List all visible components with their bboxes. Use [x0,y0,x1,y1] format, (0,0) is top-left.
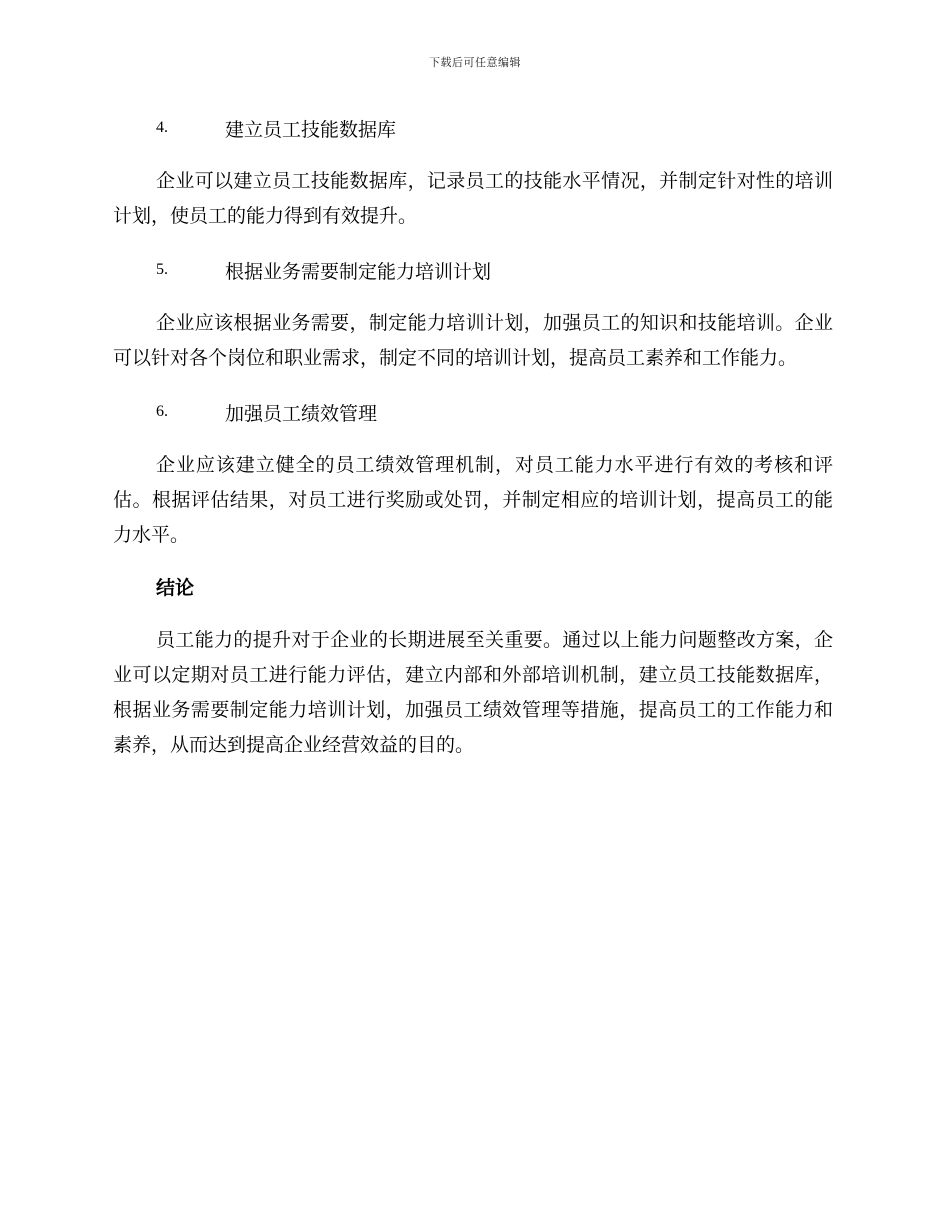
page-header: 下载后可任意编辑 [429,56,521,69]
section-body-4: 企业可以建立员工技能数据库，记录员工的技能水平情况，并制定针对性的培训计划，使员工的能力得到有效提升。 [113,170,833,227]
section-heading-6 [113,396,833,428]
section-number: 4. [156,119,168,136]
section-title: 根据业务需要制定能力培训计划 [225,260,492,283]
section-heading-5 [113,254,833,286]
page-content [113,112,833,763]
section-body-6: 企业应该建立健全的员工绩效管理机制，对员工能力水平进行有效的考核和评估。根据评估结果，对员工进行奖励或处罚，并制定相应的培训计划，提高员工的能力水平。 [113,454,833,546]
section-title: 建立员工技能数据库 [225,118,397,141]
conclusion-body: 员工能力的提升对于企业的长期进展至关重要。通过以上能力问题整改方案，企业可以定期对员工进行能力评估，建立内部和外部培训机制，建立员工技能数据库，根据业务需要制定能力培训计划，加强员工绩效管理等措施，提高员工的工作能力和素养，从而达到提高企业经营效益的目的。 [113,629,833,756]
section-number: 5. [156,261,168,278]
section-body-5: 企业应该根据业务需要，制定能力培训计划，加强员工的知识和技能培训。企业可以针对各个岗位和职业需求，制定不同的培训计划，提高员工素养和工作能力。 [113,312,833,369]
section-heading-4 [113,112,833,144]
section-title: 加强员工绩效管理 [225,402,378,425]
section-number: 6. [156,403,168,420]
conclusion-title: 结论 [156,577,195,599]
